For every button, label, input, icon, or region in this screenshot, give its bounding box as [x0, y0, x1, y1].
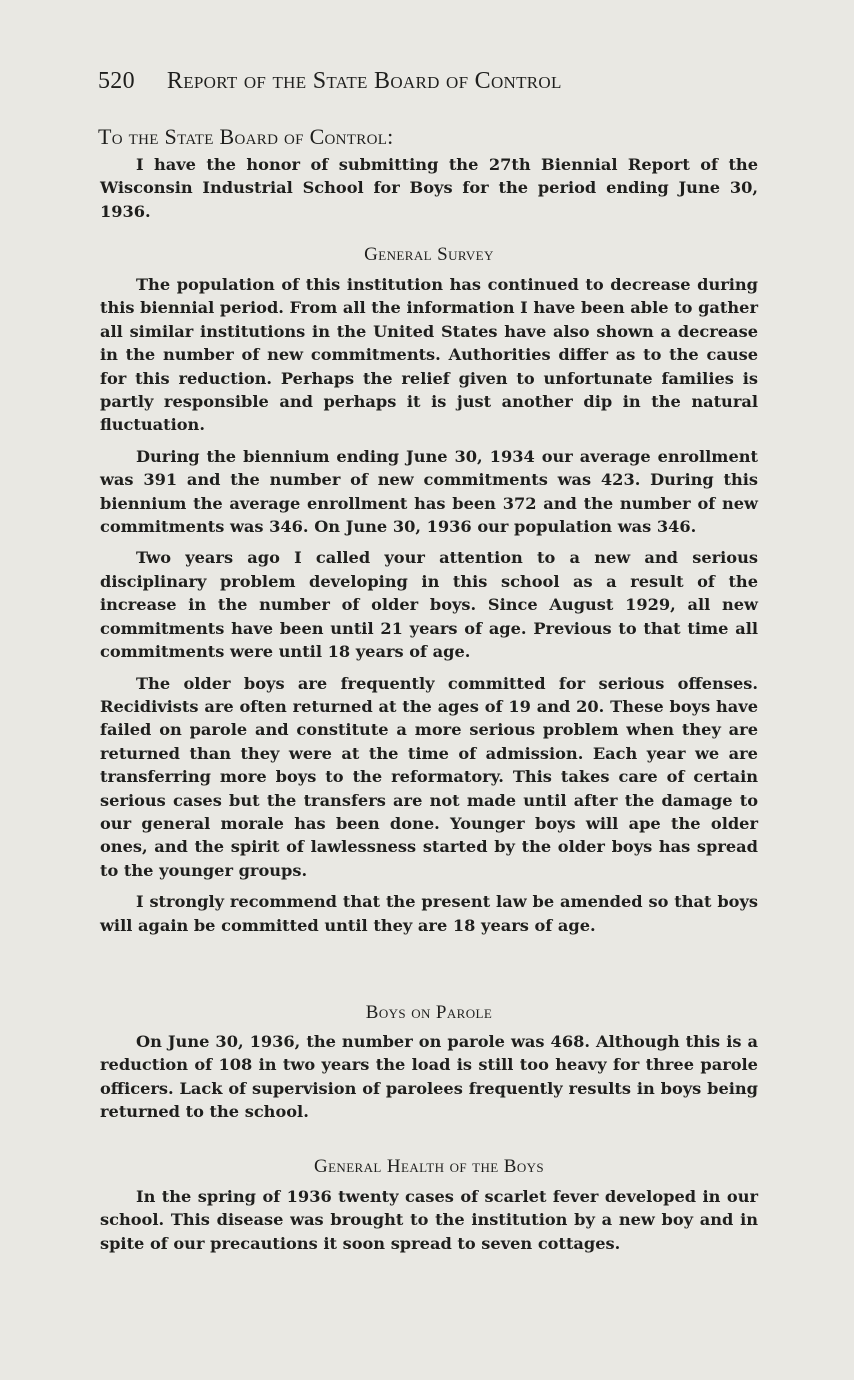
- intro-paragraph: I have the honor of submitting the 27th Biennial Report of the Wisconsin Industrial School for Boys for the period ending June 30, 1936.: [100, 155, 758, 221]
- section-general-survey: [100, 273, 758, 945]
- paragraph: During the biennium ending June 30, 1934 our average enrollment was 391 and the number of new commitments was 423. During this biennium the average enrollment has been 372 and the number of new commitments was 346. On June 30, 1936 our population was 346.: [100, 446, 758, 537]
- salutation: To the State Board of Control:: [98, 124, 394, 149]
- intro-block: [100, 153, 758, 231]
- section-boys-on-parole: [100, 1030, 758, 1132]
- section-heading-general-survey: General Survey: [364, 244, 494, 265]
- paragraph: I strongly recommend that the present law be amended so that boys will again be committed until they are 18 years of age.: [100, 892, 758, 935]
- page-number: 520: [98, 68, 135, 94]
- section-heading-general-health: General Health of the Boys: [313, 1156, 545, 1177]
- paragraph: On June 30, 1936, the number on parole was 468. Although this is a reduction of 108 in two years the load is still too heavy for three parole officers. Lack of supervision of parolees frequently results in boys being returned to the school.: [100, 1032, 758, 1122]
- running-header: [98, 68, 758, 95]
- paragraph: In the spring of 1936 twenty cases of scarlet fever developed in our school. This disease was brought to the institution by a new boy and in spite of our precautions it soon spread to seven cottages.: [100, 1187, 758, 1253]
- paragraph: Two years ago I called your attention to a new and serious disciplinary problem developing in this school as a result of the increase in the number of older boys. Since August 1929, all new commitments have been until 21 years of age. Previous to that time all commitments were until 18 years of age.: [100, 548, 758, 662]
- section-heading-boys-on-parole: Boys on Parole: [365, 1002, 493, 1023]
- paragraph: The older boys are frequently committed for serious offenses. Recidivists are often returned at the ages of 19 and 20. These boys have failed on parole and constitute a more serious problem when they are returned than they were at the time of admission. Each year we are transferring more boys to the reformatory. This takes care of certain serious cases but the transfers are not made until after the damage to our general morale has been done. Younger boys will ape the older ones, and the spirit of lawlessness started by the older boys has spread to the younger groups.: [100, 673, 758, 880]
- section-general-health: [100, 1185, 758, 1263]
- paragraph: The population of this institution has continued to decrease during this biennial period. From all the information I have been able to gather all similar institutions in the United States have also shown a decrease in the number of new commitments. Authorities differ as to the cause for this reduction. Perhaps the relief given to unfortunate families is partly responsible and perhaps it is just another dip in the natural fluctuation.: [100, 275, 758, 435]
- running-title: Report of the State Board of Control: [166, 68, 562, 94]
